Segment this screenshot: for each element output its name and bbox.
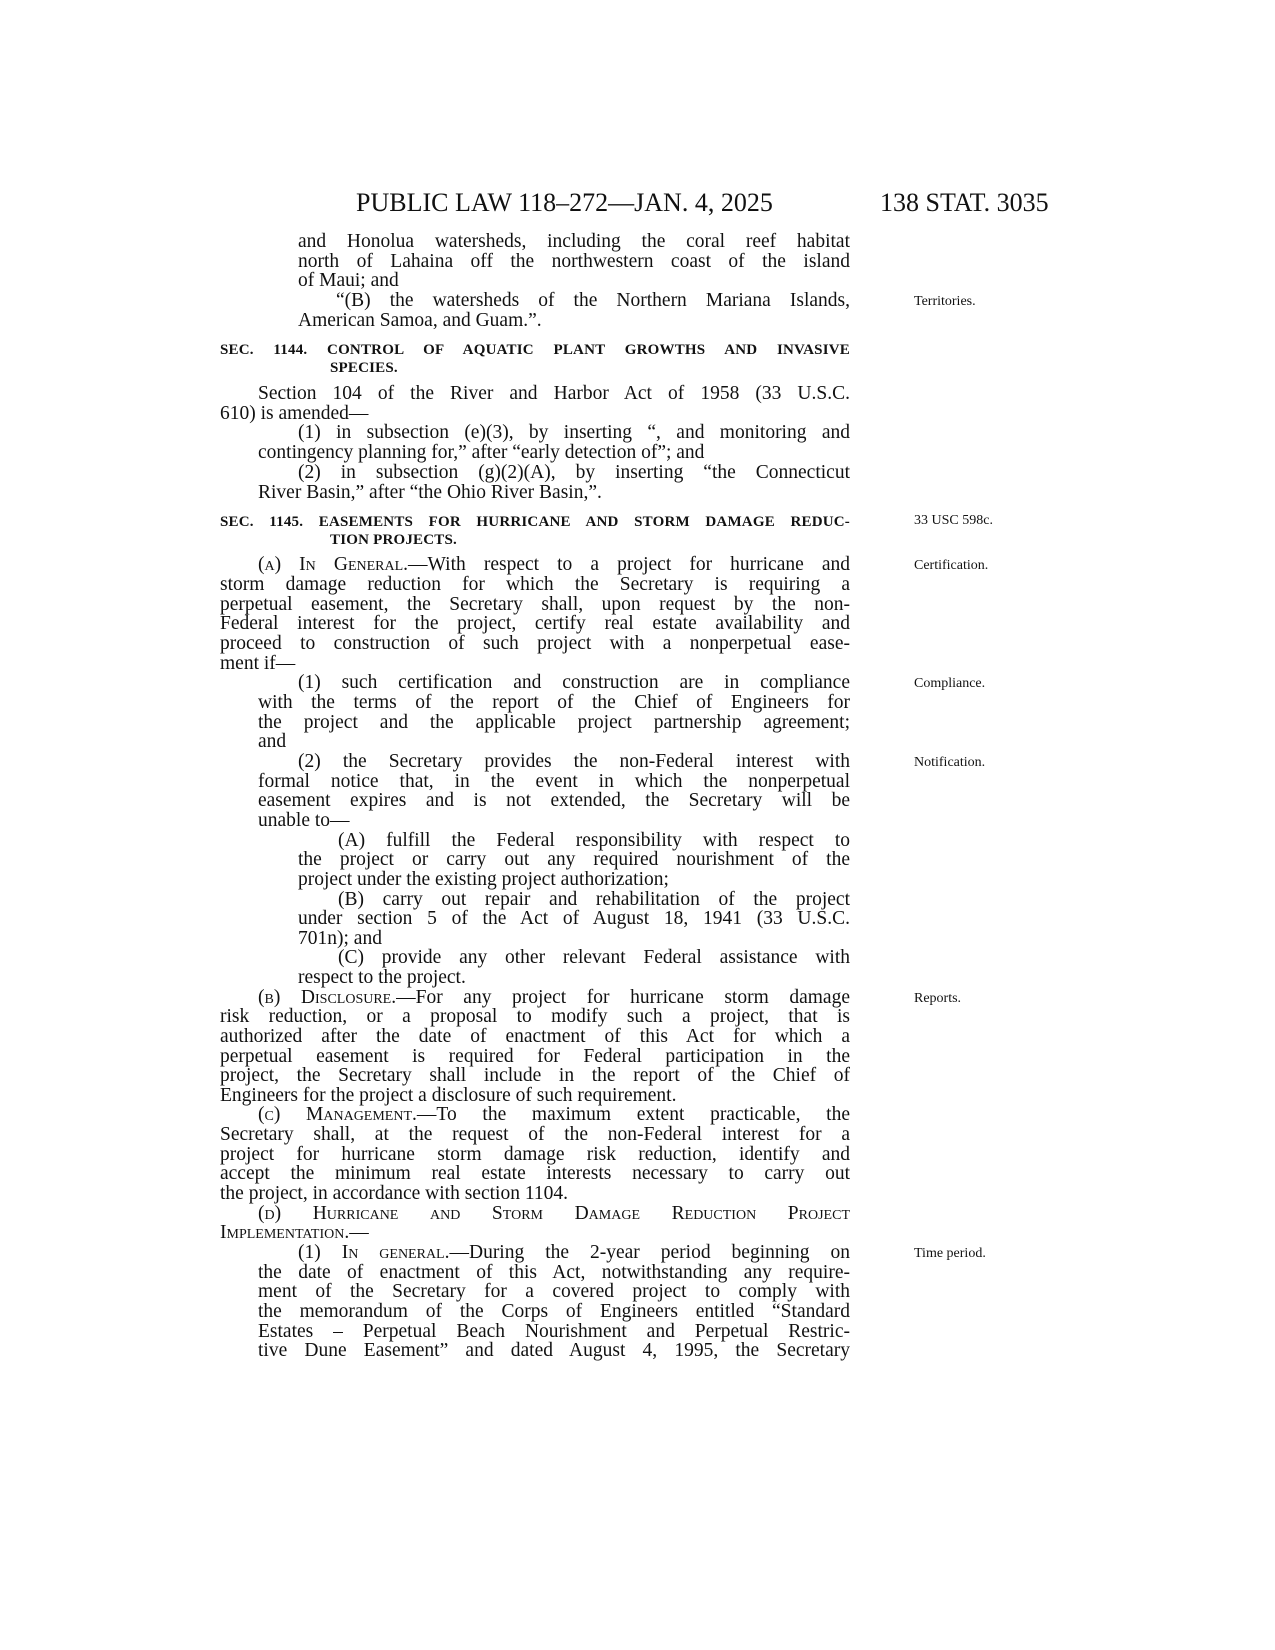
text-line: the project or carry out any required nourishment of the: [298, 849, 850, 870]
section-heading: SEC. 1145. EASEMENTS FOR HURRICANE AND STORM DAMAGE REDUC-: [220, 514, 850, 530]
paragraph-label: (1) In general.: [298, 1242, 450, 1263]
subsection-label: (a) In General.: [258, 554, 409, 575]
margin-note-reports: Reports.: [914, 991, 962, 1006]
text-line: Engineers for the project a disclosure of such requirement.: [220, 1085, 677, 1106]
text-line: ment if—: [220, 653, 296, 674]
text-line: American Samoa, and Guam.”.: [298, 310, 542, 331]
text-line: (1) such certification and construction are in compliance: [298, 672, 850, 693]
section-heading: SPECIES.: [330, 360, 398, 376]
text-line: 701n); and: [298, 928, 382, 949]
text-line: (1) In general.—During the 2-year period beginning on: [298, 1242, 850, 1263]
text-line: and Honolua watersheds, including the coral reef habitat: [298, 231, 850, 252]
running-header-title: PUBLIC LAW 118–272—JAN. 4, 2025: [356, 188, 773, 217]
text-line: unable to—: [258, 810, 350, 831]
subsection-label: (b) Disclosure.: [258, 987, 397, 1008]
text-line: (C) provide any other relevant Federal assistance with: [338, 947, 850, 968]
text-line: contingency planning for,” after “early detection of”; and: [258, 442, 705, 463]
text-line: 610) is amended—: [220, 403, 369, 424]
text-line: easement expires and is not extended, the Secretary will be: [258, 790, 850, 811]
text-line: Estates – Perpetual Beach Nourishment and Perpetual Restric-: [258, 1321, 850, 1342]
text-line: (b) Disclosure.—For any project for hurricane storm damage: [258, 987, 850, 1008]
text-line: River Basin,” after “the Ohio River Basin,”.: [258, 482, 602, 503]
text-line: Secretary shall, at the request of the non-Federal interest for a: [220, 1124, 850, 1145]
margin-note-territories: Territories.: [914, 294, 976, 309]
text-line: and: [258, 731, 287, 752]
margin-note-certification: Certification.: [914, 558, 989, 573]
text-line: Federal interest for the project, certify real estate availability and: [220, 613, 850, 634]
text-line: (B) carry out repair and rehabilitation of the project: [338, 889, 850, 910]
text-line: project, the Secretary shall include in the report of the Chief of: [220, 1065, 850, 1086]
margin-note-notification: Notification.: [914, 755, 986, 770]
text-line: accept the minimum real estate interests necessary to carry out: [220, 1163, 850, 1184]
text-line: formal notice that, in the event in which the nonperpetual: [258, 771, 850, 792]
text-line: the memorandum of the Corps of Engineers entitled “Standard: [258, 1301, 850, 1322]
text-line: perpetual easement, the Secretary shall, upon request by the non-: [220, 594, 850, 615]
text-line: (2) the Secretary provides the non-Federal interest with: [298, 751, 850, 772]
text-line: project under the existing project authorization;: [298, 869, 669, 890]
margin-note-compliance: Compliance.: [914, 676, 986, 691]
text-line: risk reduction, or a proposal to modify such a project, that is: [220, 1006, 850, 1027]
text-line: project for hurricane storm damage risk reduction, identify and: [220, 1144, 850, 1165]
text-line: “(B) the watersheds of the Northern Mariana Islands,: [336, 290, 850, 311]
text-line: (A) fulfill the Federal responsibility with respect to: [338, 830, 850, 851]
text-line: north of Lahaina off the northwestern coast of the island: [298, 251, 850, 272]
text-line: the project and the applicable project partnership agreement;: [258, 712, 850, 733]
text-line: the project, in accordance with section 1104.: [220, 1183, 568, 1204]
running-header-page-number: 138 STAT. 3035: [880, 188, 1049, 217]
section-heading: TION PROJECTS.: [330, 532, 457, 548]
margin-note-usc: 33 USC 598c.: [914, 513, 993, 528]
text-line: under section 5 of the Act of August 18, 1941 (33 U.S.C.: [298, 908, 850, 929]
text-line: the date of enactment of this Act, notwithstanding any require-: [258, 1262, 850, 1283]
text-line: ment of the Secretary for a covered project to comply with: [258, 1281, 850, 1302]
text-line: Section 104 of the River and Harbor Act of 1958 (33 U.S.C.: [258, 383, 850, 404]
subsection-heading: (d) Hurricane and Storm Damage Reduction Project: [258, 1203, 850, 1224]
text-line: (a) In General.—With respect to a project for hurricane and: [258, 554, 851, 575]
text-line: proceed to construction of such project with a nonperpetual ease-: [220, 633, 850, 654]
text-line: with the terms of the report of the Chief of Engineers for: [258, 692, 850, 713]
text-line: authorized after the date of enactment of this Act for which a: [220, 1026, 850, 1047]
text-line: storm damage reduction for which the Secretary is requiring a: [220, 574, 850, 595]
subsection-label: (c) Management.: [258, 1104, 417, 1125]
text-line: (c) Management.—To the maximum extent practicable, the: [258, 1104, 850, 1125]
text-line: (1) in subsection (e)(3), by inserting “, and monitoring and: [298, 422, 850, 443]
section-heading: SEC. 1144. CONTROL OF AQUATIC PLANT GROWTHS AND INVASIVE: [220, 342, 850, 358]
text-line: perpetual easement is required for Federal participation in the: [220, 1046, 850, 1067]
text-line: of Maui; and: [298, 270, 399, 291]
text-line: respect to the project.: [298, 967, 466, 988]
text-line: (2) in subsection (g)(2)(A), by inserting “the Connecticut: [298, 462, 850, 483]
text-line: tive Dune Easement” and dated August 4, 1995, the Secretary: [258, 1340, 850, 1361]
subsection-heading: Implementation.—: [220, 1222, 369, 1243]
margin-note-time-period: Time period.: [914, 1246, 986, 1261]
